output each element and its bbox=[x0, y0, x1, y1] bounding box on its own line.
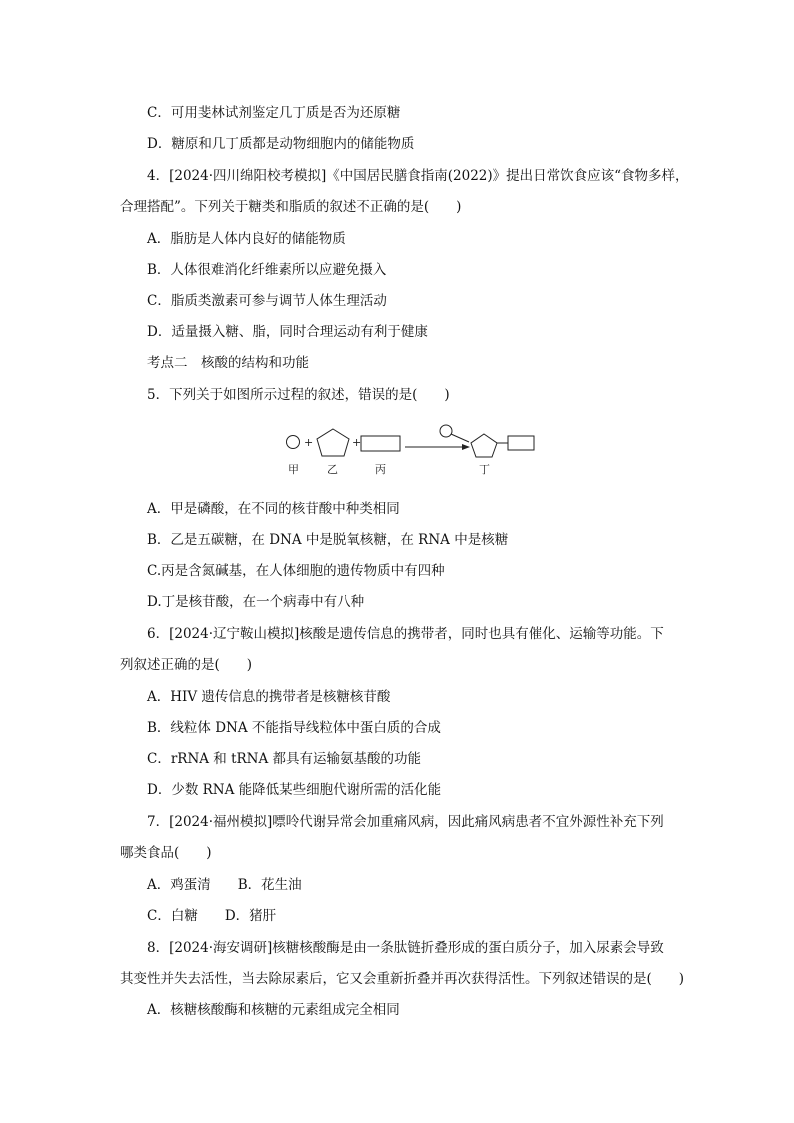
option-a-q5: A．甲是磷酸，在不同的核苷酸中种类相同 bbox=[147, 501, 400, 517]
option-c-q5: C.丙是含氮碱基，在人体细胞的遗传物质中有四种 bbox=[147, 563, 445, 579]
product-base bbox=[508, 436, 534, 450]
question-7-line2: 哪类食品( ) bbox=[120, 845, 212, 861]
product-pentagon bbox=[471, 434, 497, 457]
question-4-line2: 合理搭配”。下列关于糖类和脂质的叙述不正确的是( ) bbox=[120, 199, 462, 215]
reaction-arrow-head bbox=[462, 444, 470, 450]
question-8-line1: 8．[2024·海安调研]核糖核酸酶是由一条肽链折叠形成的蛋白质分子，加入尿素会导致 bbox=[147, 940, 664, 956]
label-bing: 丙 bbox=[375, 463, 386, 476]
options-ab-q7: A．鸡蛋清 B．花生油 bbox=[147, 877, 302, 893]
pentose-pentagon bbox=[317, 429, 349, 456]
plus-1: + bbox=[304, 436, 314, 449]
base-rect bbox=[361, 436, 400, 451]
question-7-line1: 7．[2024·福州模拟]嘌呤代谢异常会加重痛风病，因此痛风病患者不宜外源性补充下列 bbox=[147, 814, 664, 830]
phosphate-circle bbox=[287, 436, 300, 449]
option-c-q4: C．脂质类激素可参与调节人体生理活动 bbox=[147, 293, 387, 309]
option-c-q3: C．可用斐林试剂鉴定几丁质是否为还原糖 bbox=[147, 105, 401, 121]
question-8-line2: 其变性并失去活性，当去除尿素后，它又会重新折叠并再次获得活性。下列叙述错误的是( ) bbox=[120, 971, 685, 987]
option-a-q4: A．脂肪是人体内良好的储能物质 bbox=[147, 231, 346, 247]
option-c-q6: C．rRNA 和 tRNA 都具有运输氨基酸的功能 bbox=[147, 751, 422, 767]
option-a-q8: A．核糖核酸酶和核糖的元素组成完全相同 bbox=[147, 1002, 400, 1018]
option-d-q4: D．适量摄入糖、脂，同时合理运动有利于健康 bbox=[147, 324, 428, 340]
question-6-line1: 6．[2024·辽宁鞍山模拟]核酸是遗传信息的携带者，同时也具有催化、运输等功能。下 bbox=[147, 626, 664, 642]
option-b-q5: B．乙是五碳糖，在 DNA 中是脱氧核糖，在 RNA 中是核糖 bbox=[147, 532, 509, 548]
label-ding: 丁 bbox=[479, 463, 490, 476]
option-d-q6: D．少数 RNA 能降低某些细胞代谢所需的活化能 bbox=[147, 782, 442, 798]
product-bond-1 bbox=[451, 434, 469, 442]
option-a-q6: A．HIV 遗传信息的携带者是核糖核苷酸 bbox=[147, 689, 391, 705]
option-d-q3: D．糖原和几丁质都是动物细胞内的储能物质 bbox=[147, 136, 415, 152]
product-phosphate bbox=[440, 425, 452, 437]
label-yi: 乙 bbox=[327, 463, 338, 476]
options-cd-q7: C．白糖 D．猪肝 bbox=[147, 908, 277, 924]
option-b-q6: B．线粒体 DNA 不能指导线粒体中蛋白质的合成 bbox=[147, 720, 441, 736]
question-4-line1: 4．[2024·四川绵阳校考模拟]《中国居民膳食指南(2022)》提出日常饮食应该“食物多样， bbox=[147, 168, 689, 184]
option-d-q5: D.丁是核苷酸，在一个病毒中有八种 bbox=[147, 594, 365, 610]
section-heading: 考点二 核酸的结构和功能 bbox=[147, 355, 309, 371]
question-6-line2: 列叙述正确的是( ) bbox=[120, 657, 253, 673]
nucleotide-diagram bbox=[280, 422, 540, 478]
option-b-q4: B．人体很难消化纤维素所以应避免摄入 bbox=[147, 262, 387, 278]
question-5: 5．下列关于如图所示过程的叙述，错误的是( ) bbox=[147, 387, 450, 403]
plus-2: + bbox=[352, 436, 362, 449]
label-jia: 甲 bbox=[288, 463, 299, 476]
